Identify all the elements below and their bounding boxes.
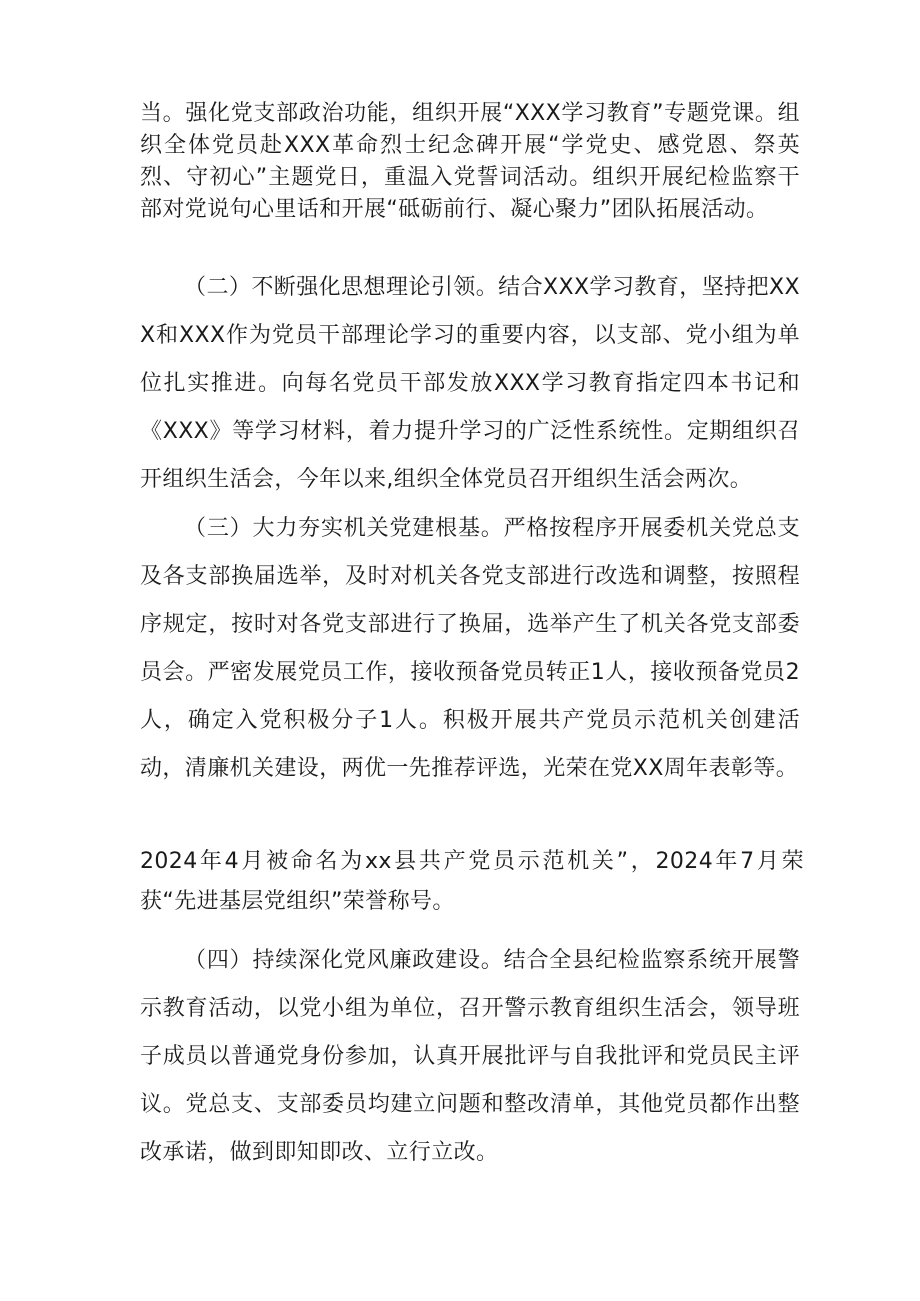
paragraph-section-4: （四）持续深化党风廉政建设。结合全县纪检监察系统开展警示教育活动，以党小组为单位，召开警示教育组织生活会，领导班子成员以普通党身份参加，认真开展批评与自我批评和党员民主评议。党总支、支部委员均建立问题和整改清单，其他党员都作出整改承诺，做到即知即改、立行立改。 xyxy=(140,948,800,1165)
paragraph-section-3: （三）大力夯实机关党建根基。严格按程序开展委机关党总支及各支部换届选举，及时对机关各党支部进行改选和调整，按照程序规定，按时对各党支部进行了换届，选举产生了机关各党支部委员会。严密发展党员工作，接收预备党员转正1人，接收预备党员2人，确定入党积极分子1人。积极开展共产党员示范机关创建活动，清廉机关建设，两优一先推荐评选，光荣在党XX周年表彰等。 xyxy=(140,516,800,781)
paragraph-section-2: （二）不断强化思想理论引领。结合XXX学习教育，坚持把XXX和XXX作为党员干部理论学习的重要内容，以支部、党小组为单位扎实推进。向每名党员干部发放XXX学习教育指定四本书记和《XXX》等学习材料，着力提升学习的广泛性系统性。定期组织召开组织生活会，今年以来,组织全体党员召开组织生活会两次。 xyxy=(140,275,800,492)
paragraph-continuation: 当。强化党支部政治功能，组织开展“XXX学习教育”专题党课。组织全体党员赴XXX革命烈士纪念碑开展“学党史、感党恩、祭英烈、守初心”主题党日，重温入党誓词活动。组织开展纪检监察干部对党说句心里话和开展“砥砺前行、凝心聚力”团队拓展活动。 xyxy=(140,101,800,222)
paragraph-honors: 2024年4月被命名为xx县共产党员示范机关”，2024年7月荣获“先进基层党组织”荣誉称号。 xyxy=(140,849,804,914)
